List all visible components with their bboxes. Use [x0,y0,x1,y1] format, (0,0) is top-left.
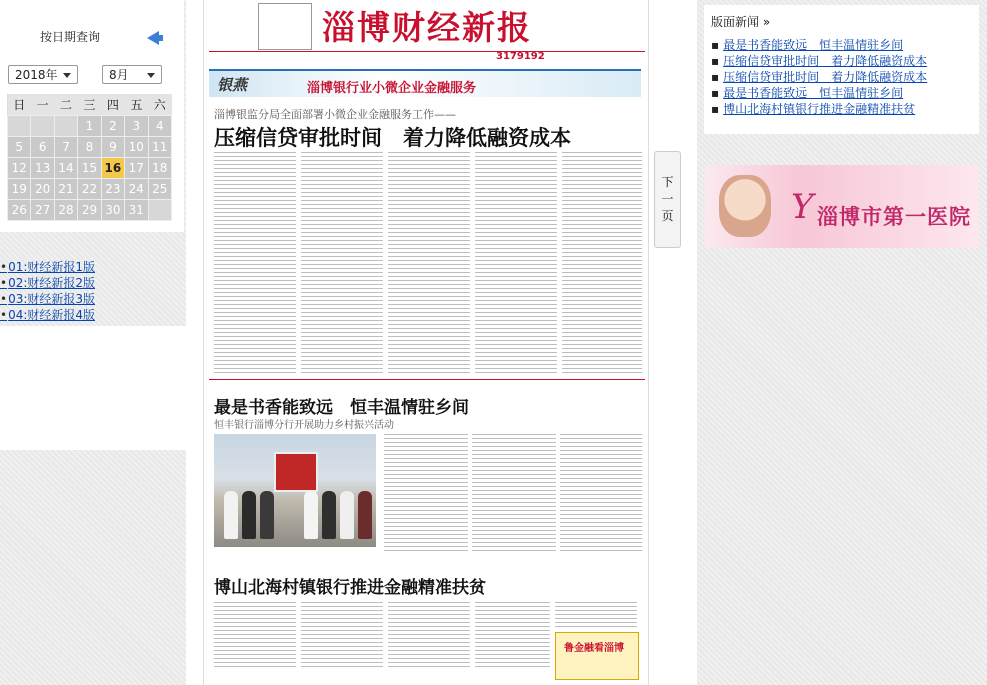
calendar-day[interactable]: 23 [101,179,124,200]
calendar-day[interactable]: 9 [101,137,124,158]
article1-text-column [562,152,642,374]
newspaper-page[interactable] [203,0,649,685]
ad-text: 淄博市第一医院 [817,205,971,229]
page-news-title: 版面新闻 » [711,15,771,29]
year-select-value: 2018年 [15,68,58,82]
weekday-header: 三 [78,94,101,116]
article3-text-column [214,602,296,668]
bullet-icon: ▪ [711,38,720,52]
banner-text: 淄博银行业小微企业金融服务 [307,81,477,96]
article3-text-column [475,602,550,668]
bullet-icon: ▪ [711,70,720,84]
link-bullet: • [0,276,8,290]
link-bullet: • [0,260,8,274]
weekday-header: 五 [125,94,148,116]
news-link[interactable]: 压缩信贷审批时间 着力降低融资成本 [723,54,928,68]
article2-kicker: 恒丰银行淄博分行开展助力乡村振兴活动 [214,420,394,431]
section-divider [209,379,645,380]
news-link[interactable]: 最是书香能致远 恒丰温情驻乡间 [723,38,904,52]
weekday-header: 六 [148,94,171,116]
calendar-day[interactable]: 14 [54,158,77,179]
news-link[interactable]: 最是书香能致远 恒丰温情驻乡间 [723,86,904,100]
article3-text-column [301,602,383,668]
article2-headline[interactable]: 最是书香能致远 恒丰温情驻乡间 [214,398,469,418]
article2-text-column [472,434,556,552]
article3-text-column [555,602,637,628]
page-news-panel [704,5,979,134]
calendar-day[interactable]: 24 [125,179,148,200]
calendar-empty-cell [148,200,171,221]
calendar-day[interactable]: 19 [8,179,31,200]
hospital-ad-banner[interactable] [705,165,979,248]
year-select[interactable] [8,65,78,84]
calendar-day[interactable]: 30 [101,200,124,221]
bullet-icon: ▪ [711,54,720,68]
month-select[interactable] [102,65,162,84]
calendar-day[interactable]: 2 [101,116,124,137]
page-link-label: 02:财经新报2版 [8,276,96,290]
page-link-4[interactable] [0,307,186,323]
calendar-week [8,137,172,158]
calendar-day[interactable]: 21 [54,179,77,200]
calendar-day[interactable]: 10 [125,137,148,158]
list-item [711,85,927,101]
article1-headline[interactable]: 压缩信贷审批时间 着力降低融资成本 [214,126,571,150]
calendar-day[interactable]: 5 [8,137,31,158]
calendar-day[interactable]: 7 [54,137,77,158]
calendar-empty-cell [54,116,77,137]
page-news-list [711,37,927,117]
link-bullet: • [0,308,8,322]
article1-text-column [214,152,296,374]
calendar-week [8,200,172,221]
masthead-title: 淄博财经新报 [322,8,532,47]
date-query-panel [0,0,184,232]
calendar-day[interactable]: 15 [78,158,101,179]
masthead-info-box [258,3,312,50]
page-link-label: 03:财经新报3版 [8,292,96,306]
calendar-day[interactable]: 6 [31,137,54,158]
bullet-icon: ▪ [711,102,720,116]
news-link[interactable]: 博山北海村镇银行推进金融精准扶贫 [723,102,916,116]
article2-text-column [384,434,468,552]
calendar-day[interactable]: 11 [148,137,171,158]
calendar-day[interactable]: 16 [101,158,124,179]
photo-figure [340,491,354,539]
masthead-divider [209,51,645,52]
list-item [711,69,927,85]
calendar-day[interactable]: 26 [8,200,31,221]
page-link-label: 04:财经新报4版 [8,308,96,322]
small-ad [555,632,639,680]
photo-plaque [274,452,318,492]
calendar-day[interactable]: 22 [78,179,101,200]
back-arrow-icon-tail [157,35,163,41]
article2-text-column [560,434,642,552]
bullet-icon: ▪ [711,86,720,100]
page-link-1[interactable] [0,259,186,275]
calendar-day[interactable]: 18 [148,158,171,179]
link-bullet: • [0,292,8,306]
calendar-week [8,116,172,137]
calendar-week [8,158,172,179]
calendar-day[interactable]: 31 [125,200,148,221]
calendar-empty-cell [31,116,54,137]
masthead-hotline: 3179192 [496,51,545,62]
date-query-title: 按日期查询 [40,30,101,44]
page-link-3[interactable] [0,291,186,307]
calendar-day[interactable]: 1 [78,116,101,137]
calendar-day[interactable]: 3 [125,116,148,137]
article2-photo [214,434,376,547]
photo-figure [322,491,336,539]
article1-kicker: 淄博银监分局全面部署小微企业金融服务工作—— [214,108,456,121]
article1-text-column [301,152,383,374]
article1-text-column [475,152,557,374]
banner-strip [209,69,641,97]
article1-text-column [388,152,470,374]
calendar-day[interactable]: 27 [31,200,54,221]
calendar-day[interactable]: 28 [54,200,77,221]
calendar-empty-cell [8,116,31,137]
photo-figure [358,491,372,539]
weekday-header: 四 [101,94,124,116]
photo-figure [224,491,238,539]
page-link-label: 01:财经新报1版 [8,260,96,274]
photo-figure [304,491,318,539]
calendar-day[interactable]: 12 [8,158,31,179]
list-item [711,37,927,53]
small-ad-text: 鲁金融看淄博 [564,643,624,654]
next-page-button[interactable] [654,151,681,248]
ad-child-image [719,175,771,237]
left-background-lower [0,450,186,685]
article3-headline[interactable]: 博山北海村镇银行推进金融精准扶贫 [214,578,486,598]
calendar-day[interactable]: 4 [148,116,171,137]
weekday-header: 一 [31,94,54,116]
hospital-logo-icon: Y [791,187,814,227]
banner-logo: 银燕 [217,76,248,94]
calendar-day[interactable]: 8 [78,137,101,158]
list-item [711,53,927,69]
list-item [711,101,927,117]
photo-figure [242,491,256,539]
calendar-week [8,179,172,200]
weekday-header: 日 [8,94,31,116]
chevron-down-icon [147,73,155,78]
article3-text-column [388,602,470,668]
month-select-value: 8月 [109,68,129,82]
news-link[interactable]: 压缩信贷审批时间 着力降低融资成本 [723,70,928,84]
calendar-day[interactable]: 20 [31,179,54,200]
calendar-day[interactable]: 29 [78,200,101,221]
calendar-day[interactable]: 13 [31,158,54,179]
calendar-day[interactable]: 17 [125,158,148,179]
page-link-2[interactable] [0,275,186,291]
calendar [7,94,172,221]
next-page-label: 下一页 [661,175,674,223]
photo-figure [260,491,274,539]
calendar-day[interactable]: 25 [148,179,171,200]
weekday-header: 二 [54,94,77,116]
chevron-down-icon [63,73,71,78]
page-links [0,259,186,323]
